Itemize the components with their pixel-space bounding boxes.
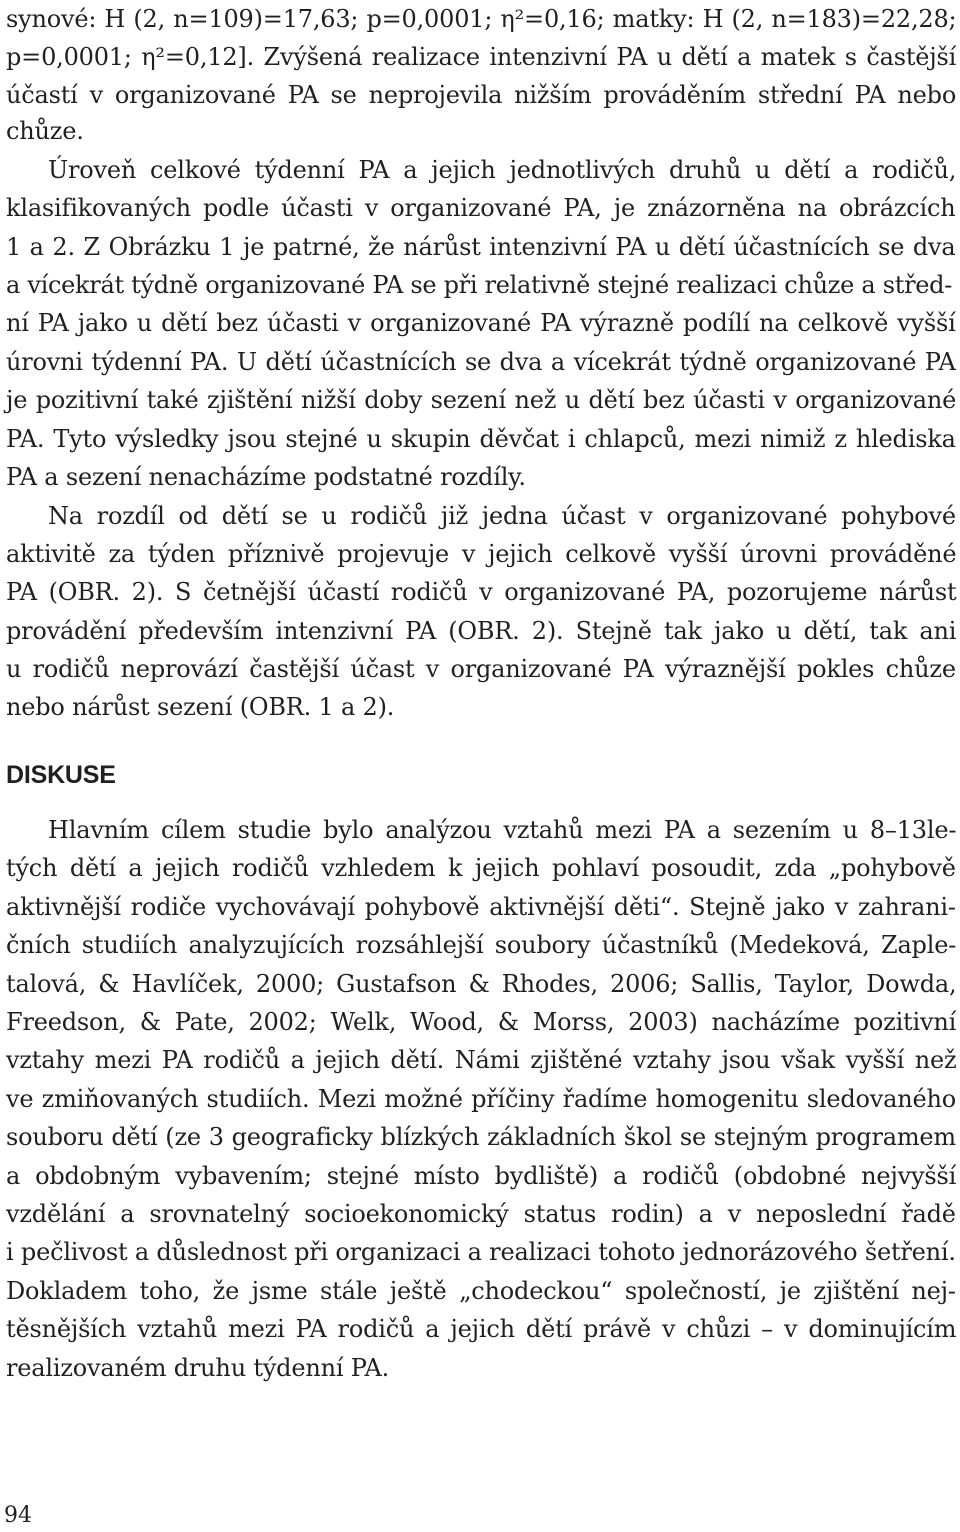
text-line: PA. Tyto výsledky jsou stejné u skupin děvčat i chlapců, mezi nimiž z hlediska — [6, 425, 956, 453]
text-line: a obdobným vybavením; stejné místo bydliště) a rodičů (obdobné nejvyšší — [6, 1162, 957, 1190]
text-line: Freedson, & Pate, 2002; Welk, Wood, & Morss, 2003) nacházíme pozitivní — [6, 1008, 957, 1036]
text-line: souboru dětí (ze 3 geograficky blízkých základních škol se stejným programem — [6, 1123, 956, 1151]
text-line: účastí v organizované PA se neprojevila nižším prováděním střední PA nebo — [6, 81, 957, 109]
text-line: realizovaném druhu týdenní PA. — [6, 1354, 390, 1382]
text-line: klasifikovaných podle účasti v organizované PA, je znázorněna na obrázcích — [6, 194, 956, 222]
text-line: provádění především intenzivní PA (OBR. 2). Stejně tak jako u dětí, tak ani — [6, 617, 957, 645]
text-line: p=0,0001; η²=0,12]. Zvýšená realizace intenzivní PA u dětí a matek s častější — [6, 43, 957, 71]
text-line: PA (OBR. 2). S četnější účastí rodičů v organizované PA, pozorujeme nárůst — [6, 578, 957, 606]
section-heading: DISKUSE — [6, 761, 116, 789]
text-line: vztahy mezi PA rodičů a jejich dětí. Námi zjištěné vztahy jsou však vyšší než — [6, 1046, 957, 1074]
text-line: Hlavním cílem studie bylo analýzou vztahů mezi PA a sezením u 8–13le- — [48, 816, 957, 844]
text-line: těsnějších vztahů mezi PA rodičů a jejich dětí právě v chůzi – v dominujícím — [6, 1315, 957, 1343]
text-line: chůze. — [6, 117, 84, 145]
text-line: čních studiích analyzujících rozsáhlejší soubory účastníků (Medeková, Zaple- — [6, 931, 957, 959]
text-line: Na rozdíl od dětí se u rodičů již jedna účast v organizované pohybové — [48, 502, 956, 530]
text-line: tých dětí a jejich rodičů vzhledem k jejich pohlaví posoudit, zda „pohybově — [6, 854, 956, 882]
text-line: PA a sezení nenacházíme podstatné rozdíly. — [6, 463, 526, 491]
text-line: nebo nárůst sezení (OBR. 1 a 2). — [6, 693, 395, 721]
text-line: u rodičů neprovází častější účast v organizované PA výraznější pokles chůze — [6, 655, 956, 683]
text-line: a vícekrát týdně organizované PA se při relativně stejné realizaci chůze a střed- — [6, 271, 953, 299]
text-line: i pečlivost a důslednost při organizaci a realizaci tohoto jednorázového šetření. — [6, 1238, 956, 1266]
text-line: talová, & Havlíček, 2000; Gustafson & Rhodes, 2006; Sallis, Taylor, Dowda, — [6, 970, 957, 998]
text-line: synové: H (2, n=109)=17,63; p=0,0001; η²=0,16; matky: H (2, n=183)=22,28; — [6, 5, 957, 33]
text-line: aktivnější rodiče vychovávají pohybově aktivnější děti“. Stejně jako v zahrani- — [6, 893, 956, 921]
text-line: vzdělání a srovnatelný socioekonomický status rodin) a v neposlední řadě — [6, 1200, 956, 1228]
text-line: aktivitě za týden příznivě projevuje v jejich celkově vyšší úrovni prováděné — [6, 540, 957, 568]
page-number: 94 — [4, 1503, 32, 1528]
text-line: 1 a 2. Z Obrázku 1 je patrné, že nárůst intenzivní PA u dětí účastnících se dva — [6, 233, 956, 261]
text-line: Úroveň celkové týdenní PA a jejich jednotlivých druhů u dětí a rodičů, — [48, 156, 957, 184]
text-line: ní PA jako u dětí bez účasti v organizované PA výrazně podílí na celkově vyšší — [6, 309, 956, 337]
text-line: Dokladem toho, že jsme stále ještě „chodeckou“ společností, je zjištění nej- — [6, 1277, 956, 1305]
text-line: úrovni týdenní PA. U dětí účastnících se dva a vícekrát týdně organizované PA — [6, 348, 956, 376]
text-line: ve zmiňovaných studiích. Mezi možné příčiny řadíme homogenitu sledovaného — [6, 1085, 957, 1113]
text-line: je pozitivní také zjištění nižší doby sezení než u dětí bez účasti v organizované — [6, 386, 957, 414]
